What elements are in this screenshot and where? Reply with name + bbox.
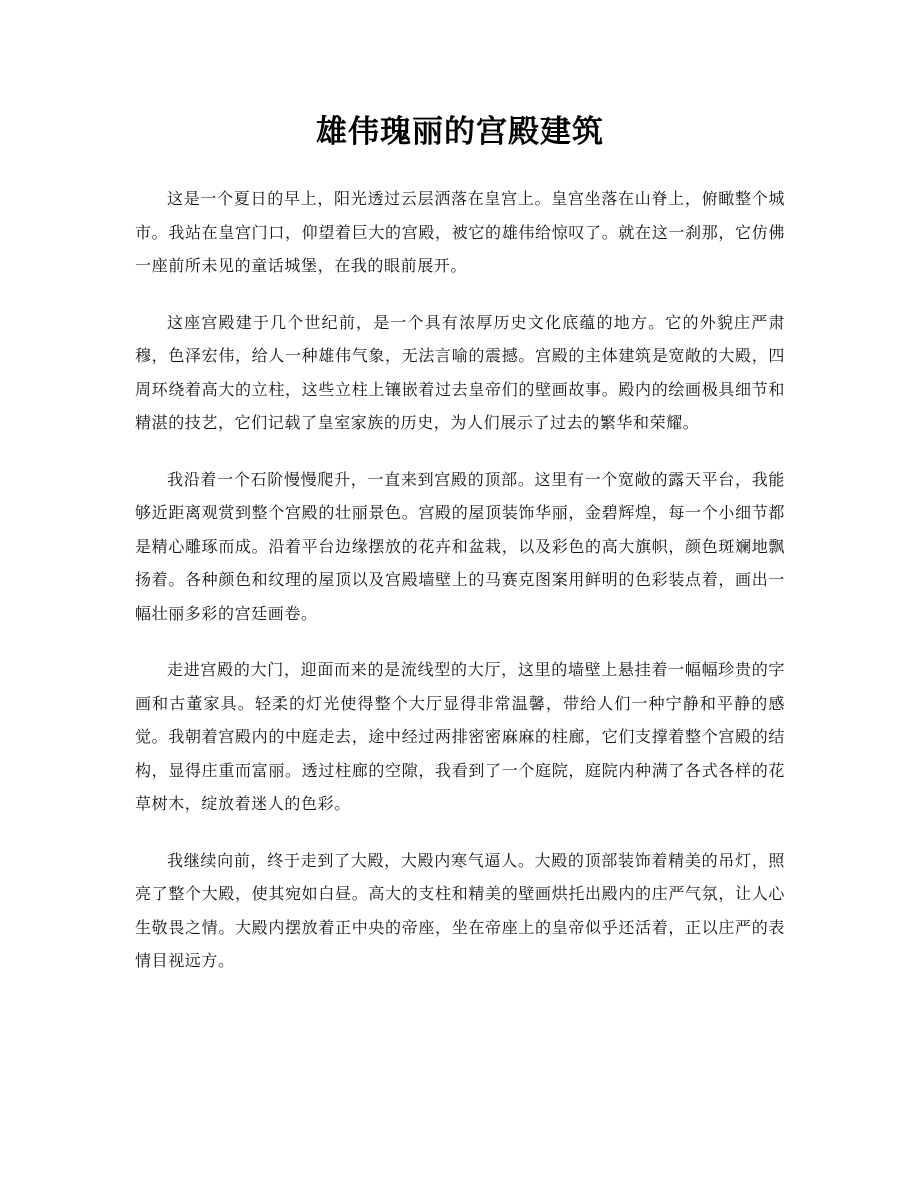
paragraph-3: 我沿着一个石阶慢慢爬升，一直来到宫殿的顶部。这里有一个宽敞的露天平台，我能够近距离观赏到整个宫殿的壮丽景色。宫殿的屋顶装饰华丽，金碧辉煌，每一个小细节都是精心雕琢而成。沿着平台边缘摆放的花卉和盆栽，以及彩色的高大旗帜，颜色斑斓地飘扬着。各种颜色和纹理的屋顶以及宫殿墙壁上的马赛克图案用鲜明的色彩装点着，画出一幅壮丽多彩的宫廷画卷。 (135, 469, 785, 623)
paragraph-5: 我继续向前，终于走到了大殿，大殿内寒气逼人。大殿的顶部装饰着精美的吊灯，照亮了整个大殿，使其宛如白昼。高大的支柱和精美的壁画烘托出殿内的庄严气氛，让人心生敬畏之情。大殿内摆放着正中央的帝座，坐在帝座上的皇帝似乎还活着，正以庄严的表情目视远方。 (135, 850, 785, 970)
document-title: 雄伟瑰丽的宫殿建筑 (316, 114, 604, 150)
document-body (135, 182, 785, 1001)
paragraph-4: 走进宫殿的大门，迎面而来的是流线型的大厅，这里的墙壁上悬挂着一幅幅珍贵的字画和古董家具。轻柔的灯光使得整个大厅显得非常温馨，带给人们一种宁静和平静的感觉。我朝着宫殿内的中庭走去，途中经过两排密密麻麻的柱廊，它们支撑着整个宫殿的结构，显得庄重而富丽。透过柱廊的空隙，我看到了一个庭院，庭院内种满了各式各样的花草树木，绽放着迷人的色彩。 (135, 660, 785, 813)
paragraph-1: 这是一个夏日的早上，阳光透过云层洒落在皇宫上。皇宫坐落在山脊上，俯瞰整个城市。我站在皇宫门口，仰望着巨大的宫殿，被它的雄伟给惊叹了。就在这一刹那，它仿佛一座前所未见的童话城堡，在我的眼前展开。 (135, 189, 785, 275)
paragraph-2: 这座宫殿建于几个世纪前，是一个具有浓厚历史文化底蕴的地方。它的外貌庄严肃穆，色泽宏伟，给人一种雄伟气象，无法言喻的震撼。宫殿的主体建筑是宽敞的大殿，四周环绕着高大的立柱，这些立柱上镶嵌着过去皇帝们的壁画故事。殿内的绘画极具细节和精湛的技艺，它们记载了皇室家族的历史，为人们展示了过去的繁华和荣耀。 (135, 312, 785, 432)
